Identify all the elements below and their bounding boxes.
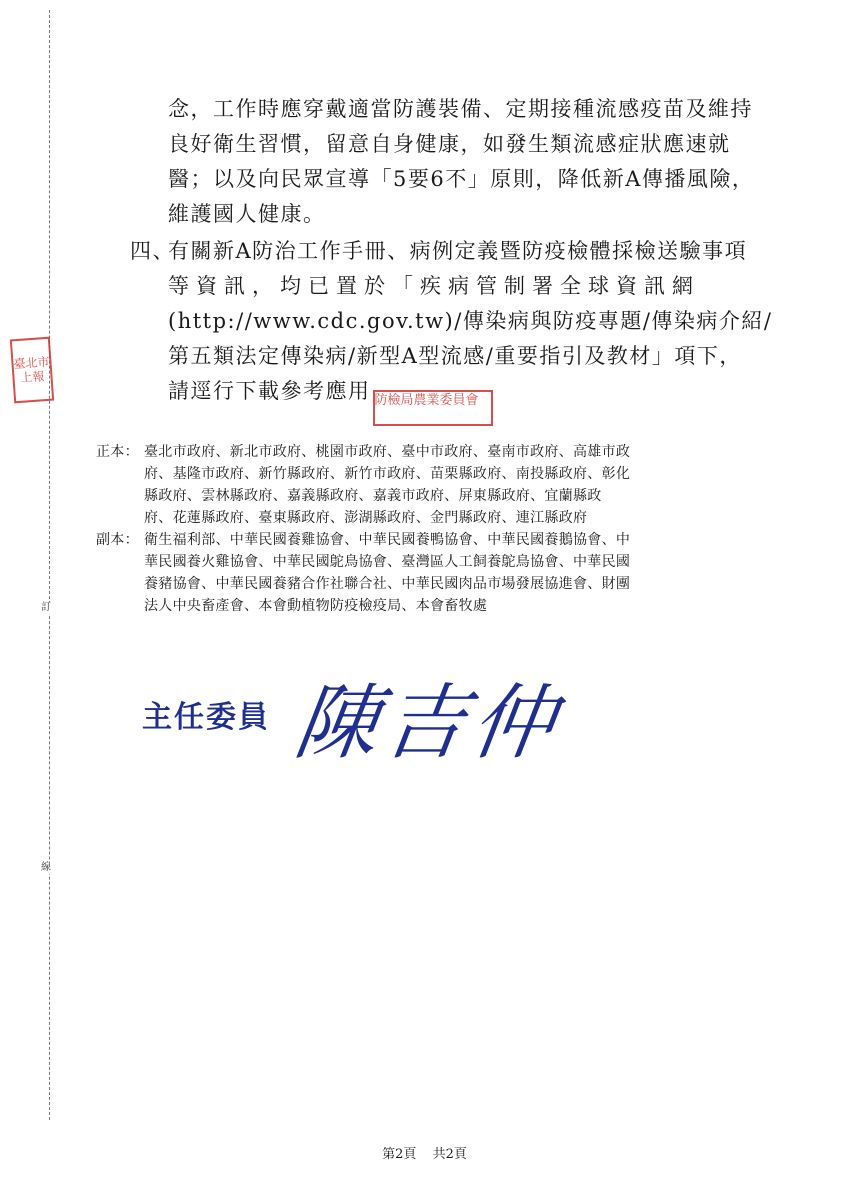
official-red-seal: 防檢局農業委員會 [373,390,493,426]
recipient-line: 法人中央畜產會、本會動植物防疫檢疫局、本會畜牧處 [144,598,488,614]
recipient-line: 縣政府、雲林縣政府、嘉義縣政府、嘉義市政府、屏東縣政府、宜蘭縣政 [144,488,602,504]
item-number: 四、 [130,239,175,263]
text-line: 有關新A防治工作手冊、病例定義暨防疫檢體採檢送驗事項 [168,239,748,263]
copy-recipients-label: 副本： [96,532,139,548]
signature-title: 主任委員 [142,700,270,735]
text-line: 維護國人健康。 [168,202,326,226]
text-line: 請逕行下載參考應用 [168,379,371,403]
page-total: 共2頁 [432,1147,467,1162]
main-recipients-label: 正本： [96,444,139,460]
distribution-copy [96,529,756,617]
page-footer [0,1143,849,1162]
recipient-line: 養豬協會、中華民國養豬合作社聯合社、中華民國肉品市場發展協進會、財團 [144,576,631,592]
page-number: 第2頁 [382,1147,417,1162]
binding-mark-xian: 線 [41,862,51,873]
recipient-line: 府、基隆市政府、新竹縣政府、新竹市政府、苗栗縣政府、南投縣政府、彰化 [144,466,631,482]
distribution-main [96,441,756,529]
paragraph-continuation [130,92,818,232]
text-line: 良好衛生習慣，留意自身健康，如發生類流感症狀應速就 [168,132,731,156]
text-line: 第五類法定傳染病/新型A型流感/重要指引及教材」項下， [168,344,742,368]
text-line: 等資訊，均已置於「疾病管制署全球資訊網 [168,274,700,298]
signature-block [142,650,567,780]
recipient-line: 臺北市政府、新北市政府、桃園市政府、臺中市政府、臺南市政府、高雄市政 [144,444,631,460]
binding-line [49,10,50,1120]
text-line-last [168,374,780,426]
signature-name: 陳吉仲 [289,676,567,771]
item-four [130,234,780,426]
text-line: 醫；以及向民眾宣導「5要6不」原則，降低新A傳播風險， [168,167,755,191]
binding-mark-ding: 訂 [41,602,51,613]
text-line: 念，工作時應穿戴適當防護裝備、定期接種流感疫苗及維持 [168,97,753,121]
recipient-line: 府、花蓮縣政府、臺東縣政府、澎湖縣政府、金門縣政府、連江縣政府 [144,510,588,526]
recipient-line: 華民國養火雞協會、中華民國鴕鳥協會、臺灣區人工飼養鴕鳥協會、中華民國 [144,554,631,570]
recipient-line: 衛生福利部、中華民國養雞協會、中華民國養鴨協會、中華民國養鵝協會、中 [144,532,631,548]
text-line: (http://www.cdc.gov.tw)/傳染病與防疫專題/傳染病介紹/ [168,309,773,333]
side-red-seal: 臺北市上報 [10,337,54,404]
